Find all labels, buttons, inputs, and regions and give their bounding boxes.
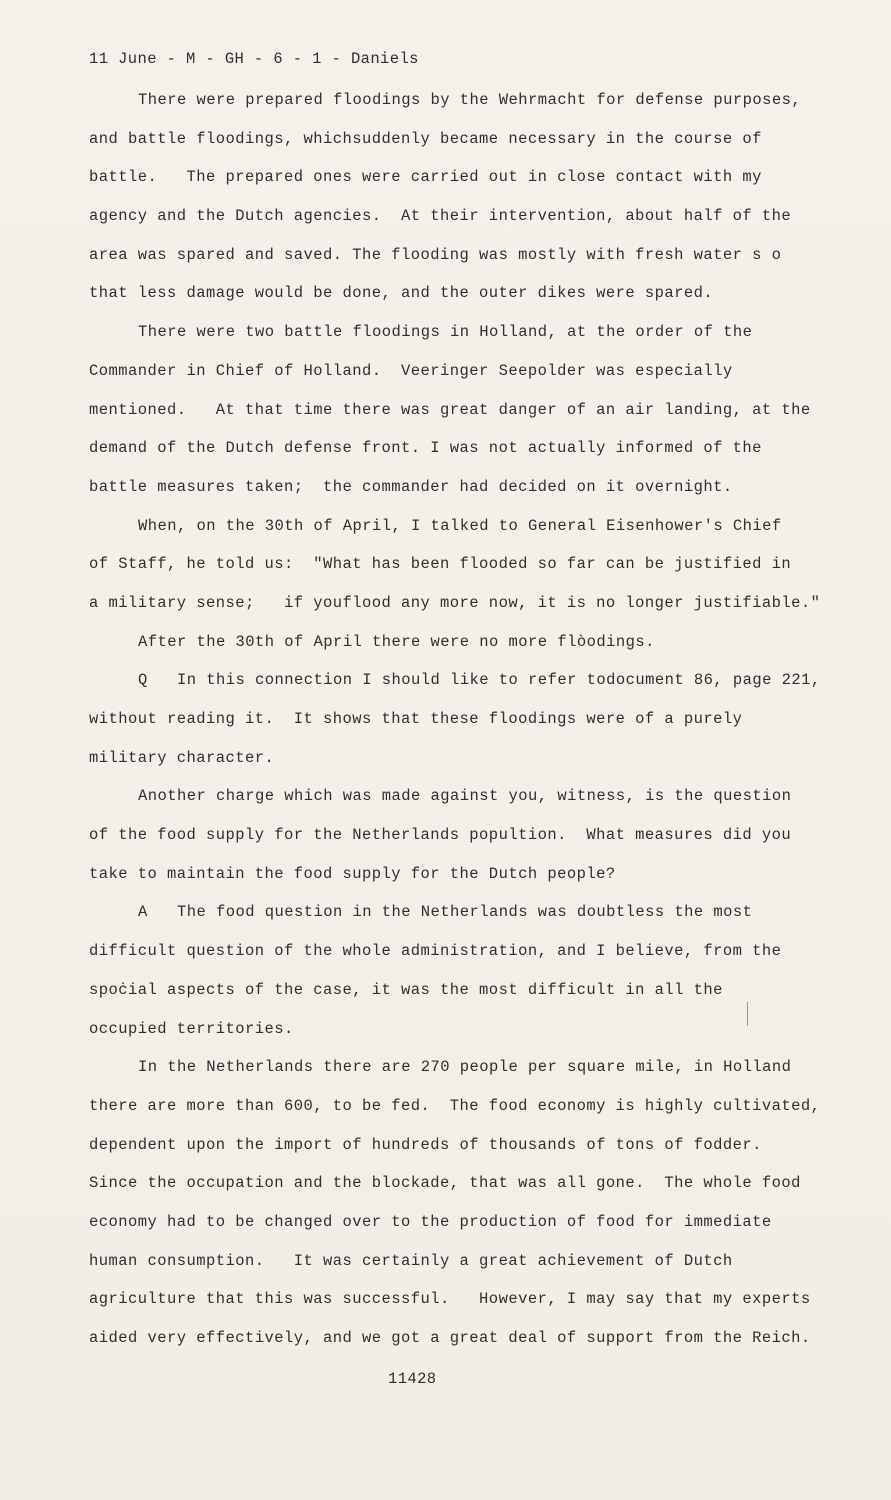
text-line: and battle floodings, whichsuddenly became necessary in the course of [89,129,762,148]
text-line: A The food question in the Netherlands was doubtless the most [138,903,753,922]
text-line: demand of the Dutch defense front. I was not actually informed of the [89,439,762,458]
text-line: without reading it. It shows that these floodings were of a purely [89,710,743,728]
document-body [89,81,819,1358]
text-line: Since the occupation and the blockade, that was all gone. The whole food [89,1174,801,1193]
text-line: After the 30th of April there were no more flòodings. [138,632,655,651]
text-line: agency and the Dutch agencies. At their intervention, about half of the [89,207,792,226]
text-line: Another charge which was made against you, witness, is the question [138,787,792,806]
text-line: dependent upon the import of hundreds of thousands of tons of fodder. [89,1135,762,1154]
text-line: There were prepared floodings by the Wehrmacht for defense purposes, [138,91,802,109]
text-line: battle. The prepared ones were carried out in close contact with my [89,168,762,187]
text-line: battle measures taken; the commander had decided on it overnight. [89,477,733,496]
text-line: difficult question of the whole administration, and I believe, from the [89,942,782,961]
text-line: take to maintain the food supply for the Dutch people? [89,864,616,883]
text-line: there are more than 600, to be fed. The food economy is highly cultivated, [89,1096,821,1115]
text-line: of Staff, he told us: "What has been flooded so far can be justified in [89,555,792,574]
text-line: There were two battle floodings in Holland, at the order of the [138,323,753,342]
text-line: agriculture that this was successful. However, I may say that my experts [89,1290,811,1309]
text-line: that less damage would be done, and the outer dikes were spared. [89,284,714,303]
text-line: area was spared and saved. The flooding was mostly with fresh water s o [89,245,782,264]
text-line: economy had to be changed over to the production of food for immediate [89,1212,772,1231]
text-line: mentioned. At that time there was great danger of an air landing, at the [89,400,811,419]
text-line: Commander in Chief of Holland. Veeringer Seepolder was especially [89,361,733,380]
page-number: 11428 [388,1370,437,1388]
text-line: When, on the 30th of April, I talked to General Eisenhower's Chief [138,516,782,535]
text-line: spoċial aspects of the case, it was the most difficult in all the [89,980,723,999]
text-line: occupied territories. [89,1019,294,1038]
text-line: Q In this connection I should like to refer todocument 86, page 221, [138,671,821,690]
page-header: 11 June - M - GH - 6 - 1 - Daniels [89,50,419,68]
text-line: human consumption. It was certainly a great achievement of Dutch [89,1251,733,1270]
text-line: military character. [89,748,275,767]
text-line: of the food supply for the Netherlands popultion. What measures did you [89,826,792,845]
text-line: In the Netherlands there are 270 people per square mile, in Holland [138,1058,792,1077]
text-line: aided very effectively, and we got a great deal of support from the Reich. [89,1329,811,1347]
text-line: a military sense; if youflood any more now, it is no longer justifiable." [89,593,821,612]
margin-mark [747,1002,748,1026]
